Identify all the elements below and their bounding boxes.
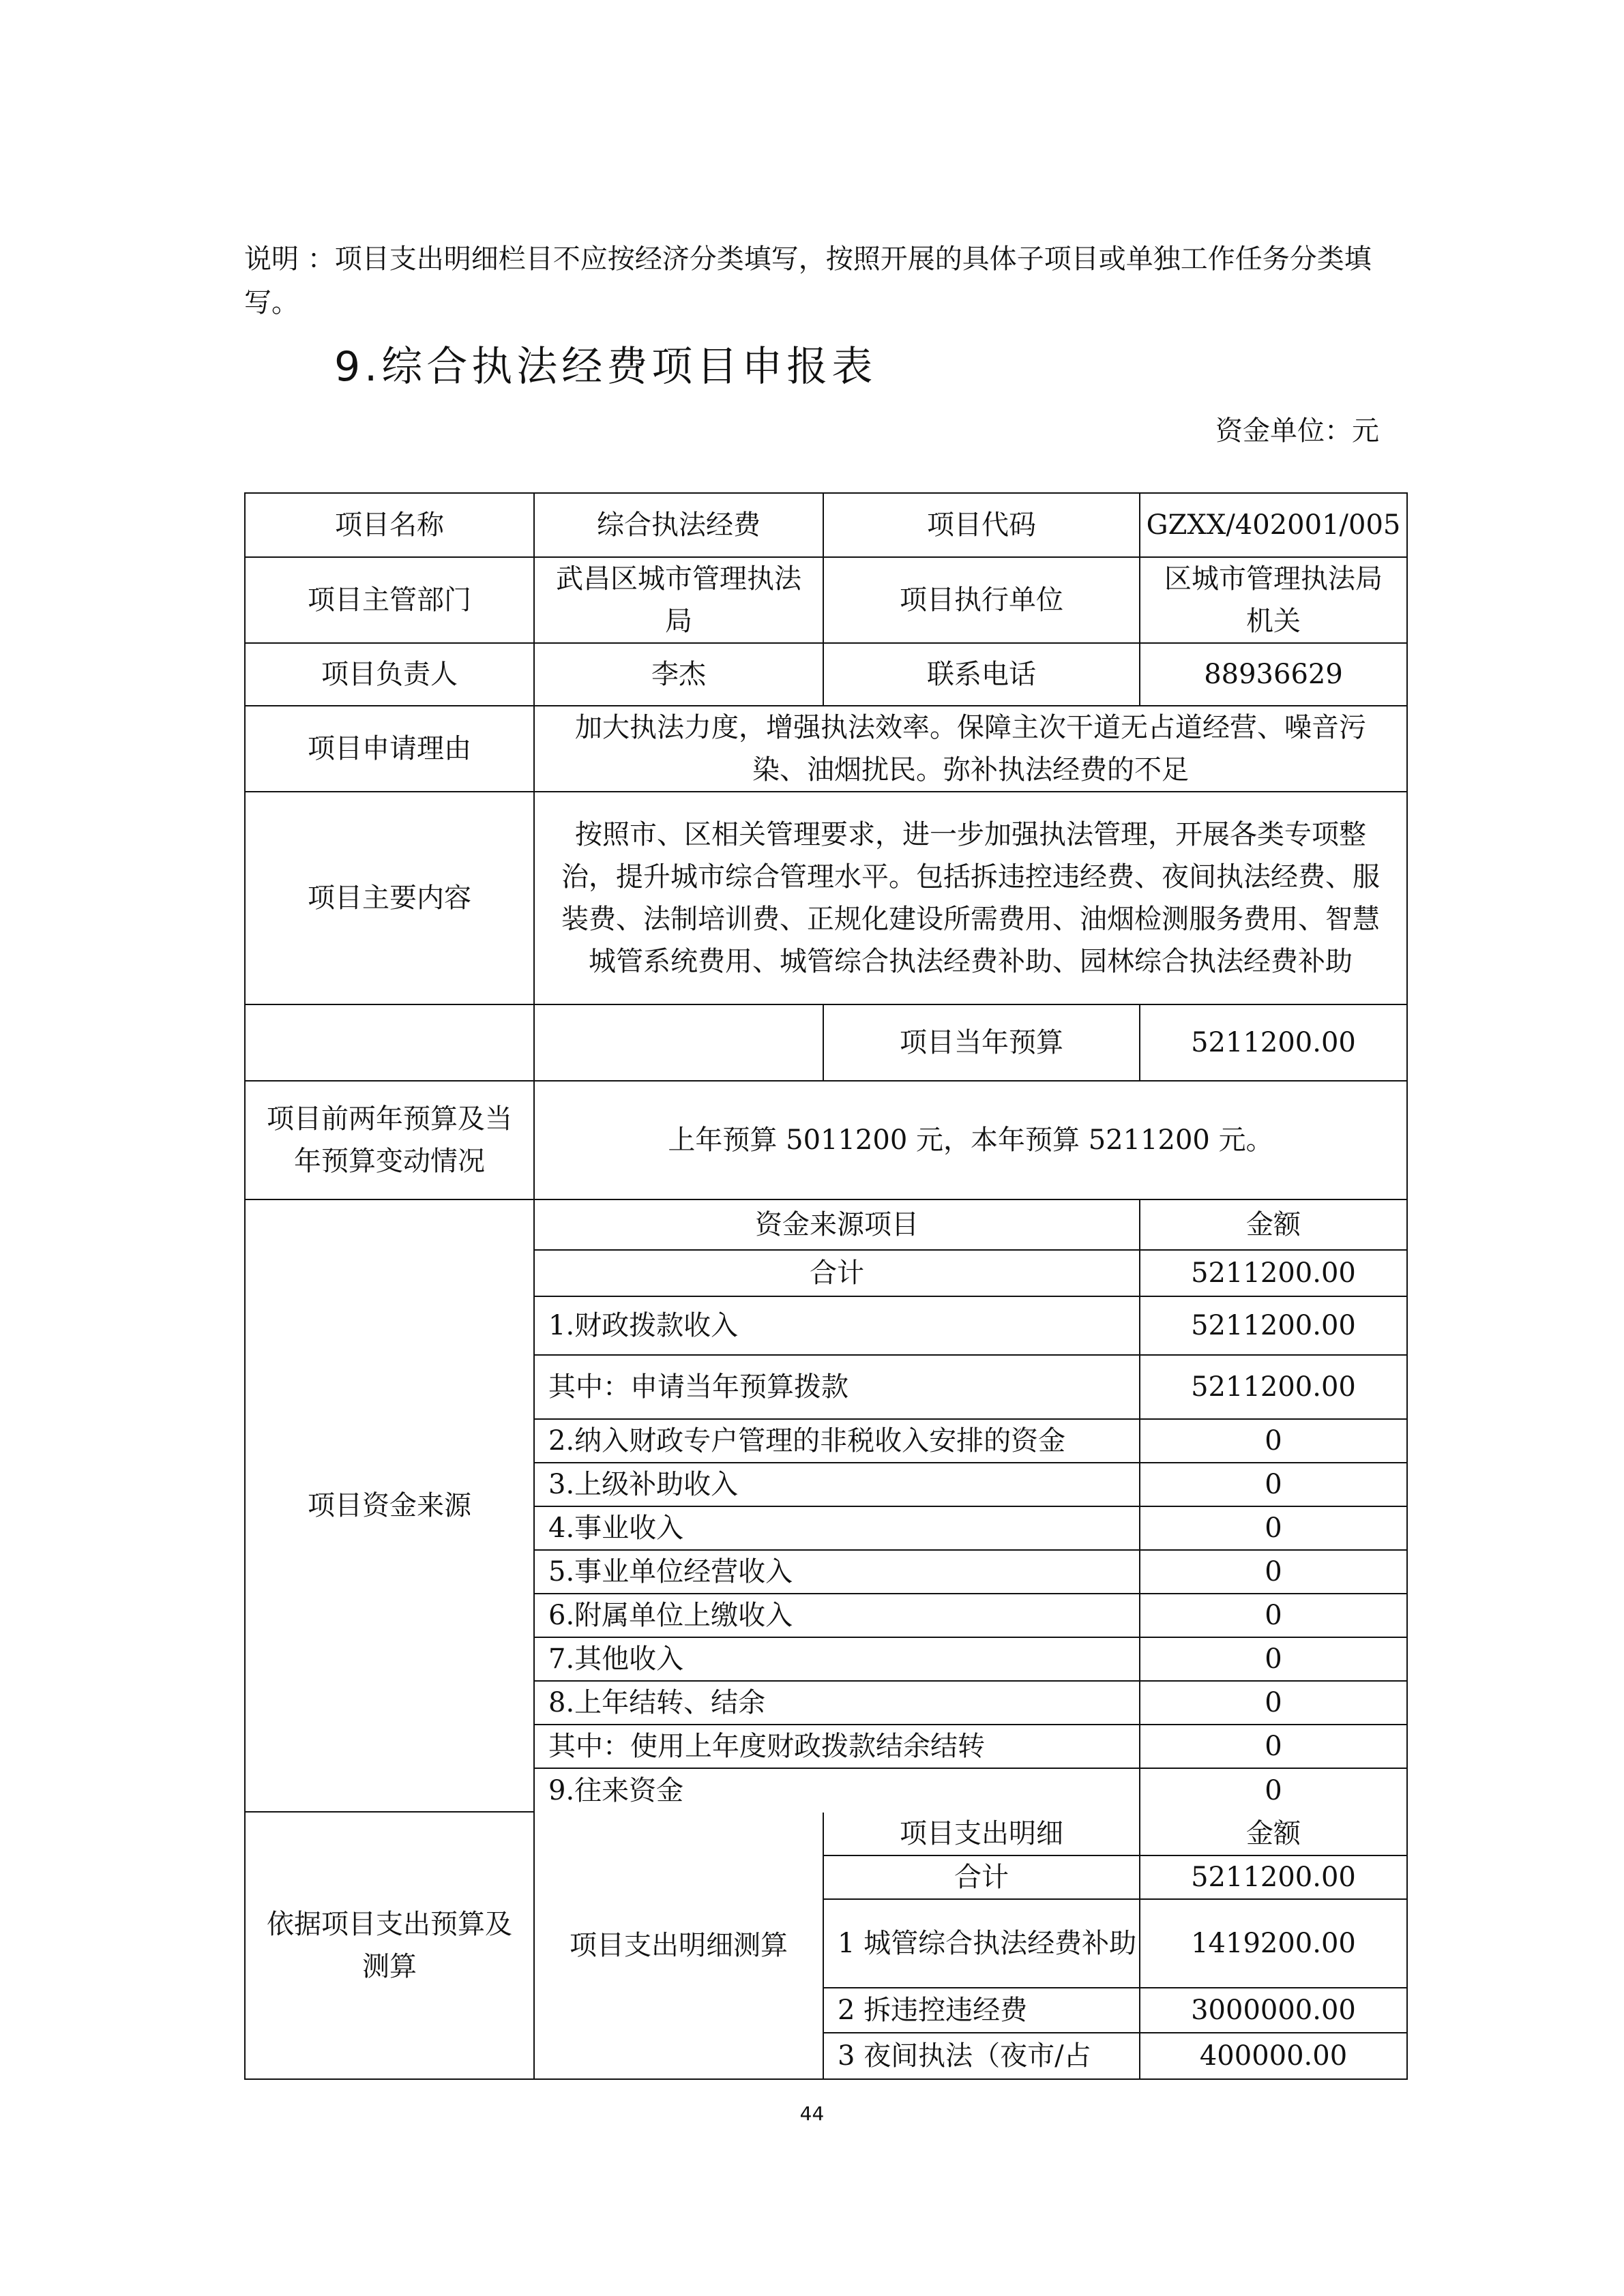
prev-budget-value: 上年预算 5011200 元，本年预算 5211200 元。 xyxy=(535,1082,1406,1200)
source-row: 合计 xyxy=(535,1251,1140,1297)
expense-detail-subtable xyxy=(824,1813,1406,2078)
detail-calc-label: 项目支出明细测算 xyxy=(535,1813,824,2078)
phone-label: 联系电话 xyxy=(824,644,1140,706)
reason-label: 项目申请理由 xyxy=(246,706,535,792)
source-row: 4.事业收入 xyxy=(535,1507,1140,1551)
owner-label: 项目负责人 xyxy=(246,644,535,706)
source-row: 1.财政拨款收入 xyxy=(535,1297,1140,1356)
funding-source-subtable xyxy=(535,1200,1406,1813)
source-row: 其中：申请当年预算拨款 xyxy=(535,1356,1140,1420)
instruction-note: 说明 ：项目支出明细栏目不应按经济分类填写，按照开展的具体子项目或单独工作任务分类填写。 xyxy=(244,243,1372,318)
detail-row: 1 城管综合执法经费补助 xyxy=(824,1900,1140,1988)
detail-amount: 400000.00 xyxy=(1199,2040,1348,2072)
content-value: 按照市、区相关管理要求，进一步加强执法管理，开展各类专项整治，提升城市综合管理水平。包括拆违控违经费、夜间执法经费、服装费、法制培训费、正规化建设所需费用、油烟检测服务费用、智慧城管系统费用、城管综合执法经费补助、园林综合执法经费补助 xyxy=(535,792,1406,1005)
exec-unit-value: 区城市管理执法局机关 xyxy=(1140,558,1406,644)
prev-budget-label: 项目前两年预算及当年预算变动情况 xyxy=(246,1082,535,1200)
source-header: 资金来源项目 xyxy=(535,1200,1140,1251)
project-name-value: 综合执法经费 xyxy=(535,494,824,558)
detail-row: 2 拆违控违经费 xyxy=(824,1988,1140,2033)
source-row: 3.上级补助收入 xyxy=(535,1463,1140,1507)
source-row: 6.附属单位上缴收入 xyxy=(535,1594,1140,1638)
source-amount: 5211200.00 xyxy=(1140,1251,1406,1297)
source-amount: 0 xyxy=(1140,1551,1406,1594)
budget-value: 5211200.00 xyxy=(1140,1005,1406,1082)
source-amount: 0 xyxy=(1140,1638,1406,1682)
source-amount: 0 xyxy=(1140,1420,1406,1463)
budget-label: 项目当年预算 xyxy=(824,1005,1140,1082)
source-row: 8.上年结转、结余 xyxy=(535,1682,1140,1725)
exec-unit-label: 项目执行单位 xyxy=(824,558,1140,644)
detail-row: 3 夜间执法（夜市/占 xyxy=(824,2033,1140,2078)
currency-unit: 资金单位：元 xyxy=(1215,415,1379,447)
empty-cell xyxy=(246,1005,535,1082)
funding-source-label: 项目资金来源 xyxy=(246,1200,535,1813)
source-amount: 5211200.00 xyxy=(1140,1356,1406,1420)
amount-header: 金额 xyxy=(1140,1200,1406,1251)
owner-value: 李杰 xyxy=(535,644,824,706)
source-amount: 0 xyxy=(1140,1682,1406,1725)
detail-amount: 5211200.00 xyxy=(1140,1856,1406,1900)
source-amount: 0 xyxy=(1265,1775,1282,1806)
source-row: 2.纳入财政专户管理的非税收入安排的资金 xyxy=(535,1420,1140,1463)
detail-amount: 1419200.00 xyxy=(1140,1900,1406,1988)
detail-header: 项目支出明细 xyxy=(824,1813,1140,1856)
basis-label: 依据项目支出预算及测算 xyxy=(246,1813,535,2078)
project-code-value: GZXX/402001/005 xyxy=(1140,494,1406,558)
reason-value: 加大执法力度，增强执法效率。保障主次干道无占道经营、噪音污染、油烟扰民。弥补执法经费的不足 xyxy=(535,706,1406,792)
phone-value: 88936629 xyxy=(1140,644,1406,706)
source-amount: 0 xyxy=(1140,1463,1406,1507)
page-title: 9.综合执法经费项目申报表 xyxy=(334,343,877,391)
content-label: 项目主要内容 xyxy=(246,792,535,1005)
source-row: 5.事业单位经营收入 xyxy=(535,1551,1140,1594)
detail-amount: 3000000.00 xyxy=(1140,1988,1406,2033)
source-amount: 5211200.00 xyxy=(1140,1297,1406,1356)
source-amount: 0 xyxy=(1140,1507,1406,1551)
source-amount: 0 xyxy=(1140,1594,1406,1638)
detail-row: 合计 xyxy=(824,1856,1140,1900)
source-row: 其中：使用上年度财政拨款结余结转 xyxy=(535,1725,1140,1769)
dept-label: 项目主管部门 xyxy=(246,558,535,644)
project-code-label: 项目代码 xyxy=(824,494,1140,558)
source-amount: 0 xyxy=(1140,1725,1406,1769)
project-name-label: 项目名称 xyxy=(246,494,535,558)
project-application-table xyxy=(244,492,1408,2080)
page-number: 44 xyxy=(799,2102,825,2125)
source-row: 9.往来资金 xyxy=(535,1769,1140,1813)
source-row: 7.其他收入 xyxy=(535,1638,1140,1682)
detail-amount-header: 金额 xyxy=(1140,1813,1406,1856)
empty-cell xyxy=(535,1005,824,1082)
dept-value: 武昌区城市管理执法局 xyxy=(535,558,824,644)
